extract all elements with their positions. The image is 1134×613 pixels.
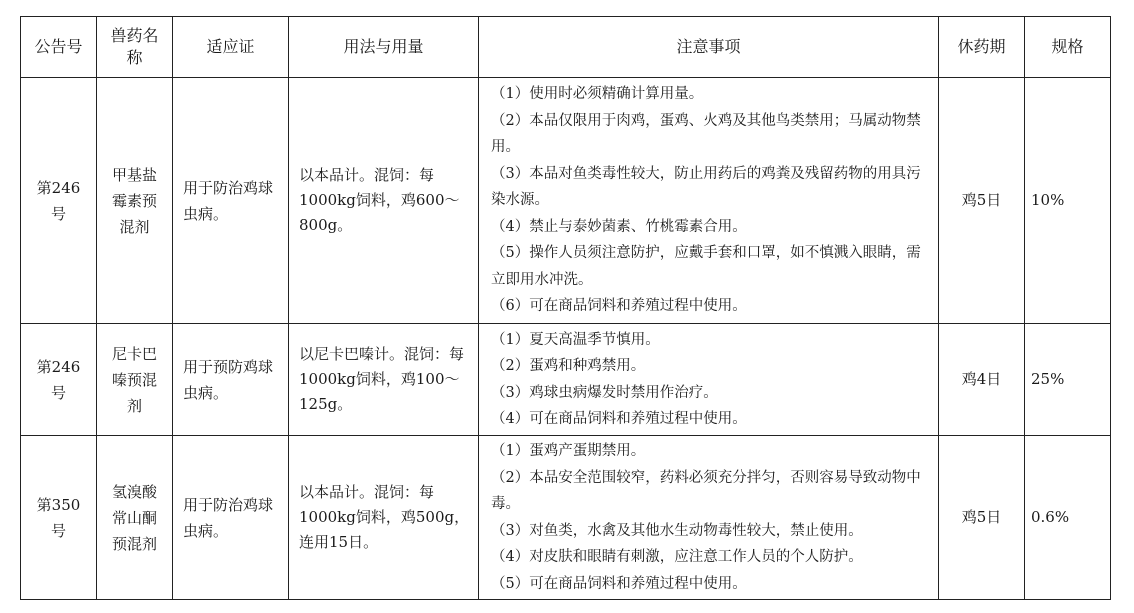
announcement-cell: 第350号 — [21, 436, 97, 600]
veterinary-drug-table — [20, 16, 1111, 600]
spec-cell: 0.6% — [1025, 436, 1111, 600]
dosage-cell: 以本品计。混饲：每1000kg饲料，鸡500g，连用15日。 — [289, 436, 479, 600]
drug-name-cell: 氢溴酸常山酮预混剂 — [97, 436, 173, 600]
note-item: （3）鸡球虫病爆发时禁用作治疗。 — [491, 384, 718, 401]
header-announcement: 公告号 — [21, 17, 97, 78]
drug-name-cell: 尼卡巴嗪预混剂 — [97, 324, 173, 436]
note-item: （3）对鱼类，水禽及其他水生动物毒性较大，禁止使用。 — [491, 522, 863, 539]
notes-cell — [479, 78, 939, 324]
note-item: （2）蛋鸡和种鸡禁用。 — [491, 358, 646, 374]
table-row — [21, 436, 1111, 600]
header-row — [21, 17, 1111, 78]
spec-cell: 25% — [1025, 324, 1111, 436]
indication-cell: 用于防治鸡球虫病。 — [173, 436, 289, 600]
header-dosage: 用法与用量 — [289, 17, 479, 78]
header-withdrawal: 休药期 — [939, 17, 1025, 78]
note-item: （4）对皮肤和眼睛有刺激，应注意工作人员的个人防护。 — [491, 549, 863, 565]
notes-cell — [479, 436, 939, 600]
spec-cell: 10% — [1025, 78, 1111, 324]
note-item: （3）本品对鱼类毒性较大，防止用药后的鸡粪及残留药物的用具污染水源。 — [491, 165, 921, 209]
header-notes: 注意事项 — [479, 17, 939, 78]
note-item: （1）夏天高温季节慎用。 — [491, 331, 660, 348]
table-row — [21, 324, 1111, 436]
header-drug-name: 兽药名称 — [97, 17, 173, 78]
dosage-cell: 以尼卡巴嗪计。混饲：每1000kg饲料，鸡100～125g。 — [289, 324, 479, 436]
indication-cell: 用于防治鸡球虫病。 — [173, 78, 289, 324]
withdrawal-cell: 鸡5日 — [939, 78, 1025, 324]
note-item: （1）使用时必须精确计算用量。 — [491, 86, 704, 103]
dosage-cell: 以本品计。混饲：每1000kg饲料，鸡600～800g。 — [289, 78, 479, 324]
note-item: （6）可在商品饲料和养殖过程中使用。 — [491, 298, 747, 315]
note-item: （1）蛋鸡产蛋期禁用。 — [491, 443, 646, 459]
announcement-cell: 第246号 — [21, 78, 97, 324]
withdrawal-cell: 鸡4日 — [939, 324, 1025, 436]
table-row — [21, 78, 1111, 324]
note-item: （5）可在商品饲料和养殖过程中使用。 — [491, 575, 747, 592]
note-item: （5）操作人员须注意防护，应戴手套和口罩，如不慎溅入眼睛，需立即用水冲洗。 — [491, 245, 921, 288]
header-spec: 规格 — [1025, 17, 1111, 78]
note-item: （2）本品安全范围较窄，药料必须充分拌匀，否则容易导致动物中毒。 — [491, 469, 921, 512]
withdrawal-cell: 鸡5日 — [939, 436, 1025, 600]
header-indication: 适应证 — [173, 17, 289, 78]
note-item: （4）禁止与泰妙菌素、竹桃霉素合用。 — [491, 218, 747, 235]
note-item: （4）可在商品饲料和养殖过程中使用。 — [491, 411, 747, 427]
indication-cell: 用于预防鸡球虫病。 — [173, 324, 289, 436]
note-item: （2）本品仅限用于肉鸡，蛋鸡、火鸡及其他鸟类禁用；马属动物禁用。 — [491, 112, 921, 156]
notes-cell — [479, 324, 939, 436]
drug-name-cell: 甲基盐霉素预混剂 — [97, 78, 173, 324]
announcement-cell: 第246号 — [21, 324, 97, 436]
